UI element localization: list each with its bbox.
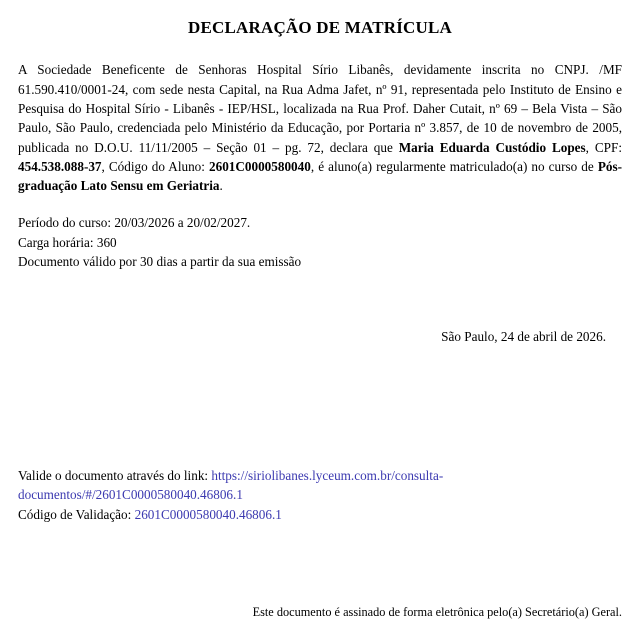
course-period-line: Período do curso: 20/03/2026 a 20/02/2027.	[18, 215, 251, 231]
declaration-text: .	[219, 178, 223, 194]
footer-signature-note: Este documento é assinado de forma eletrônica pelo(a) Secretário(a) Geral.	[252, 605, 622, 619]
declaration-highlight: Pós-graduação Lato Sensu em Geriatria	[18, 158, 622, 194]
declaration-highlight: 2601C0000580040	[209, 158, 311, 174]
workload-line: Carga horária: 360	[18, 234, 117, 250]
course-info-block	[18, 213, 622, 271]
declaration-text: , é aluno(a) regularmente matriculado(a) no curso de	[310, 158, 598, 174]
place-and-date: São Paulo, 24 de abril de 2026.	[441, 329, 606, 345]
validation-link[interactable]: https://siriolibanes.lyceum.com.br/consulta-	[211, 468, 444, 483]
declaration-paragraph	[18, 60, 622, 195]
declaration-body	[18, 60, 622, 195]
validity-line: Documento válido por 30 dias a partir da sua emissão	[18, 254, 302, 270]
declaration-text: A Sociedade Beneficente de Senhoras Hospital Sírio Libanês, devidamente inscrita no CNPJ. /MF 61.590.410/0001-24, com sede nesta Capital, na Rua Adma Jafet, nº 91, representada pelo Instituto de Ensino e Pesquisa do Hospital Sírio - Libanês - IEP/HSL, localizada na Rua Prof. Daher Cutait, nº 69 – Bela Vista – São Paulo, São Paulo, credenciada pelo Ministério da Educação, por Portaria nº 3.857, de 10 de novembro de 2005, publicada no D.O.U. 11/11/2005 – Seção 01 – pg. 72, declara que	[18, 62, 622, 155]
validation-link-line-continued	[18, 485, 622, 504]
declaration-highlight: 454.538.088-37	[18, 158, 102, 174]
page-title: DECLARAÇÃO DE MATRÍCULA	[187, 18, 453, 37]
validation-code-label: Código de Validação:	[18, 506, 135, 522]
validation-link-continued[interactable]: documentos/#/2601C0000580040.46806.1	[18, 487, 243, 503]
validation-block	[18, 466, 622, 524]
declaration-text: , Código do Aluno:	[101, 158, 209, 174]
validation-link-line	[18, 466, 622, 485]
validation-code-line	[18, 505, 622, 524]
declaration-text: , CPF:	[585, 139, 622, 155]
validation-link-label: Valide o documento através do link:	[18, 468, 212, 483]
validation-code-value: 2601C0000580040.46806.1	[134, 506, 282, 522]
declaration-highlight: Maria Eduarda Custódio Lopes	[398, 139, 586, 155]
